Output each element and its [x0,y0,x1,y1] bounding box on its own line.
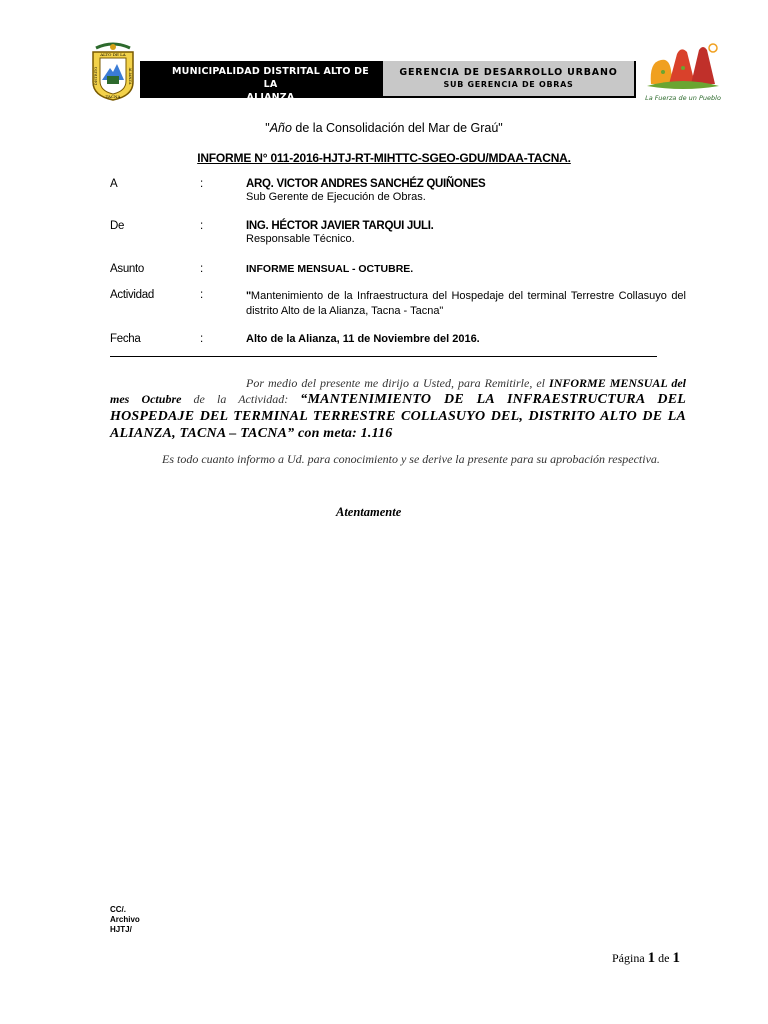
page-number: Página 1 de 1 [612,950,680,966]
field-asunto-value: INFORME MENSUAL - OCTUBRE. [246,263,414,275]
municipal-seal-icon [90,42,136,102]
la-fuerza-logo-icon [643,40,723,106]
field-asunto-label: Asunto [110,263,145,275]
field-fecha-label: Fecha [110,333,141,345]
header-department-line1: GERENCIA DE DESARROLLO URBANO [399,67,618,78]
svg-text:DISTRITO: DISTRITO [94,66,98,86]
svg-text:ALIANZA: ALIANZA [128,67,132,85]
header-department-box [383,61,636,98]
field-a-name: ARQ. VICTOR ANDRES SANCHÉZ QUIÑONES [246,178,486,190]
cc-line: HJTJ/ [110,925,132,934]
year-motto: "Año de la Consolidación del Mar de Graú" [265,121,503,135]
field-de-name: ING. HÉCTOR JAVIER TARQUI JULI. [246,220,434,232]
body-paragraph-1: Por medio del presente me dirijo a Usted, para Remitirle, el INFORME MENSUAL del mes Octubre de la Actividad: “MANTENIMIENTO DE LA INFRAESTRUCTURA DEL HOSPEDAJE DEL TERMINAL TERRESTRE COLLASUYO DEL, DISTRITO ALTO DE LA ALIANZA, TACNA – TACNA” con meta: 1.116 [110,376,686,441]
svg-text:ALTO DE LA: ALTO DE LA [100,52,126,57]
header-municipality-line1: MUNICIPALIDAD DISTRITAL ALTO DE LA [172,66,369,90]
field-de-position: Responsable Técnico. [246,233,355,245]
closing-text: Atentamente [336,505,402,519]
body-paragraph-2: Es todo cuanto informo a Ud. para conocimiento y se derive la presente para su aprobación respectiva. [162,452,660,466]
cc-line: CC/. [110,905,126,914]
field-a-label: A [110,178,118,190]
header-department-line2: SUB GERENCIA DE OBRAS [443,80,574,89]
field-actividad-value: Mantenimiento de la Infraestructura del Hospedaje del terminal Terrestre Collasuyo del distrito Alto de la Alianza, Tacna - Tacna" [246,290,686,317]
report-title: INFORME N° 011-2016-HJTJ-RT-MIHTTC-SGEO-GDU/MDAA-TACNA. [197,151,571,165]
field-de-label: De [110,220,125,232]
field-actividad-label: Actividad [110,289,154,301]
svg-text:TACNA: TACNA [105,94,121,99]
header-municipality-line2: ALIANZA [246,92,295,103]
cc-line: Archivo [110,915,140,924]
header-municipality-box [140,61,383,103]
field-fecha-value: Alto de la Alianza, 11 de Noviembre del 2016. [246,333,480,345]
cc-list [110,905,140,935]
field-a-position: Sub Gerente de Ejecución de Obras. [246,191,426,203]
separator-line [110,356,657,357]
svg-text:La Fuerza de un Pueblo: La Fuerza de un Pueblo [645,94,721,102]
